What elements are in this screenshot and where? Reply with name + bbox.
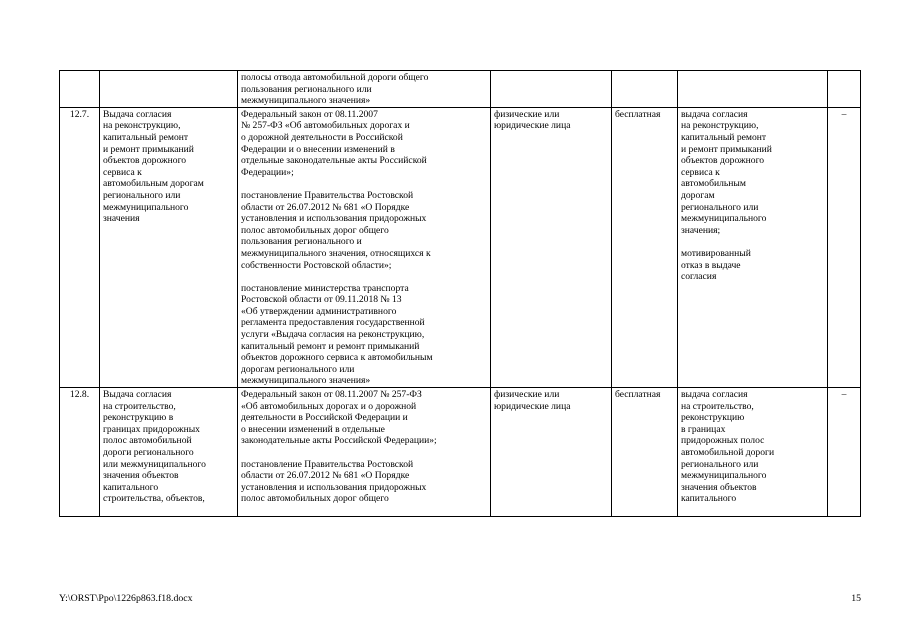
table-row (60, 71, 861, 108)
table-row (60, 388, 861, 517)
service-name: Выдача согласия на реконструкцию, капитальный ремонт и ремонт примыканий объектов дорожного сервиса к автомобильным дорогам регионального или межмуниципального значения (100, 107, 238, 387)
service-result (678, 71, 828, 108)
service-cost: бесплатная (612, 107, 678, 387)
row-number: 12.8. (60, 388, 100, 517)
legal-basis: Федеральный закон от 08.11.2007 № 257-ФЗ «Об автомобильных дорогах и о дорожной деятельности в Российской Федерации и о внесении изменений в отдельные законодательные акты Российской Федерации»; постановление Правительства Ростовской области от 26.07.2012 № 681 «О Порядке установления и использования придорожных полос автомобильных дорог общего пользования регионального и межмуниципального значения, относящихся к собственности Ростовской области»; постановление министерства транспорта Ростовской области от 09.11.2018 № 13 «Об утверждении административного регламента предоставления государственной услуги «Выдача согласия на реконструкцию, капитальный ремонт и ремонт примыканий объектов дорожного сервиса к автомобильным дорогам регионального или межмуниципального значения» (238, 107, 491, 387)
service-cost (612, 71, 678, 108)
applicants: физические или юридические лица (491, 107, 612, 387)
applicants (491, 71, 612, 108)
service-result: выдача согласия на реконструкцию, капитальный ремонт и ремонт примыканий объектов дорожного сервиса к автомобильным дорогам регионального или межмуниципального значения; мотивированный отказ в выдаче согласия (678, 107, 828, 387)
legal-basis: Федеральный закон от 08.11.2007 № 257-ФЗ «Об автомобильных дорогах и о дорожной деятельности в Российской Федерации и о внесении изменений в отдельные законодательные акты Российской Федерации»; постановление Правительства Ростовской области от 26.07.2012 № 681 «О Порядке установления и использования придорожных полос автомобильных дорог общего (238, 388, 491, 517)
document-path: Y:\ORST\Ppo\1226p863.f18.docx (59, 593, 193, 604)
row-number (60, 71, 100, 108)
service-cost: бесплатная (612, 388, 678, 517)
service-name (100, 71, 238, 108)
services-table (59, 70, 861, 517)
table-row (60, 107, 861, 387)
service-result: выдача согласия на строительство, реконструкцию в границах придорожных полос автомобильной дороги регионального или межмуниципального значения объектов капитального (678, 388, 828, 517)
row-number: 12.7. (60, 107, 100, 387)
legal-basis: полосы отвода автомобильной дороги общего пользования регионального или межмуниципального значения» (238, 71, 491, 108)
extra-info (828, 71, 861, 108)
applicants: физические или юридические лица (491, 388, 612, 517)
extra-info: – (828, 107, 861, 387)
service-name: Выдача согласия на строительство, реконструкцию в границах придорожных полос автомобильной дороги регионального или межмуниципального значения объектов капитального строительства, объектов, (100, 388, 238, 517)
extra-info: – (828, 388, 861, 517)
page-number: 15 (851, 593, 861, 604)
